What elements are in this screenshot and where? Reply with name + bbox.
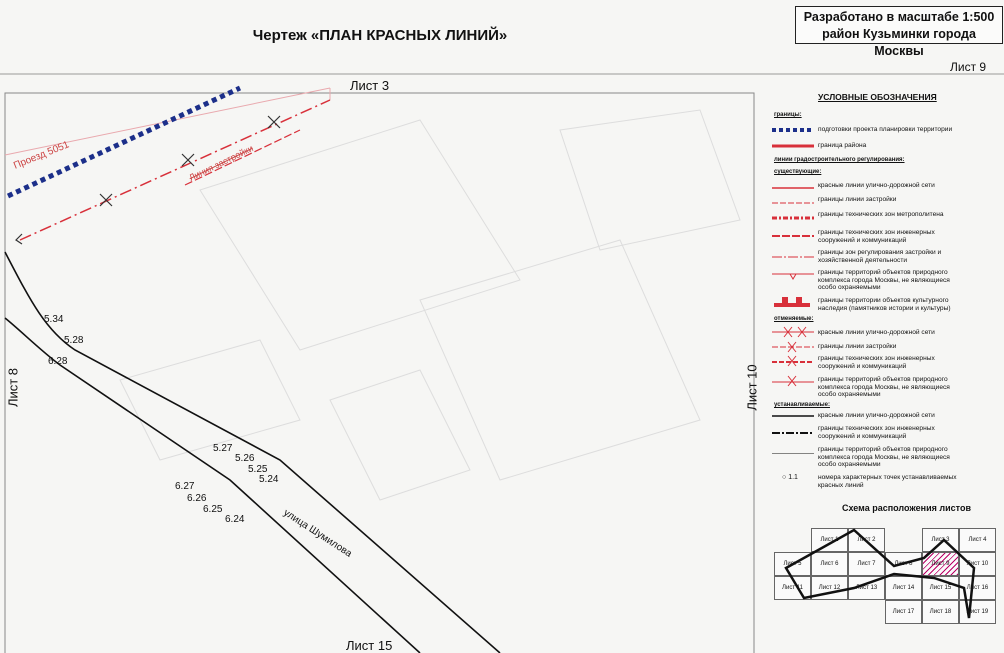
sheet-label-top: Лист 3 xyxy=(350,78,390,93)
legend-cancelled-item: границы технических зон инженерных сооружений и коммуникаций xyxy=(818,355,935,370)
legend-group-lines: линии градостроительного регулирования: xyxy=(774,157,905,163)
scheme-sheet-4: Лист 4 xyxy=(959,528,996,552)
scheme-sheet-11: Лист 11 xyxy=(774,576,811,600)
legend-group-existing: существующие: xyxy=(774,169,822,175)
scale-text: Разработано в масштабе 1:500 xyxy=(803,10,995,24)
legend-item-planning: подготовки проекта планировки территории xyxy=(818,126,953,133)
legend-item-district: граница района xyxy=(818,142,867,149)
scheme-sheet-10: Лист 10 xyxy=(959,552,996,576)
district-text: район Кузьминки города Москвы xyxy=(822,27,976,58)
point-label: 6.24 xyxy=(225,514,245,525)
cancelled-line-label: Линия застройки xyxy=(187,143,255,183)
point-label: 5.25 xyxy=(248,464,268,475)
point-label: 6.28 xyxy=(48,356,68,367)
sheet-label-bottom: Лист 15 xyxy=(346,638,393,653)
legend-cancelled-item: красные линии улично-дорожной сети xyxy=(818,329,935,336)
point-label: 5.27 xyxy=(213,443,233,454)
scheme-sheet-19: Лист 19 xyxy=(959,600,996,624)
legend xyxy=(760,86,1000,506)
legend-established-item: границы территорий объектов природного комплекса города Москвы, не являющиеся особо охраняемыми xyxy=(818,446,950,468)
scheme-sheet-2: Лист 2 xyxy=(848,528,885,552)
point-label: 6.27 xyxy=(175,481,195,492)
drawing-title: Чертеж «ПЛАН КРАСНЫХ ЛИНИЙ» xyxy=(252,26,508,44)
territory-outline xyxy=(774,528,1002,628)
legend-established-item: номера характерных точек устанавливаемых красных линий xyxy=(818,474,957,489)
legend-existing-item: границы зон регулирования застройки и хозяйственной деятельности xyxy=(818,249,942,264)
legend-group-cancelled: отменяемые: xyxy=(774,316,814,322)
scheme-sheet-9: Лист 9 xyxy=(922,552,959,576)
planning-border-line xyxy=(8,88,240,196)
legend-group-borders: границы: xyxy=(774,112,802,118)
scheme-sheet-8: Лист 8 xyxy=(885,552,922,576)
legend-point-sample: ○ 1.1 xyxy=(782,474,798,481)
street-proezd-label: Проезд 5051 xyxy=(12,139,71,172)
sheet-label-left: Лист 8 xyxy=(5,367,21,408)
legend-cancelled-item: границы территорий объектов природного комплекса города Москвы, не являющиеся особо охраняемыми xyxy=(818,376,950,398)
scheme-sheet-13: Лист 13 xyxy=(848,576,885,600)
scheme-sheet-18: Лист 18 xyxy=(922,600,959,624)
legend-existing-item: границы технических зон метрополитена xyxy=(818,211,944,218)
scheme-title: Схема расположения листов xyxy=(842,503,971,513)
scheme-sheet-16: Лист 16 xyxy=(959,576,996,600)
scheme-sheet-5: Лист 5 xyxy=(774,552,811,576)
legend-existing-item: границы линии застройки xyxy=(818,196,897,203)
legend-cancelled-item: границы линии застройки xyxy=(818,343,897,350)
scheme-sheet-14: Лист 14 xyxy=(885,576,922,600)
legend-existing-item: границы территорий объектов природного комплекса города Москвы, не являющиеся особо охраняемыми xyxy=(818,269,950,291)
scheme-sheet-3: Лист 3 xyxy=(922,528,959,552)
scheme-sheet-12: Лист 12 xyxy=(811,576,848,600)
scheme-sheet-7: Лист 7 xyxy=(848,552,885,576)
legend-existing-item: границы территории объектов культурного наследия (памятников истории и культуры) xyxy=(818,297,951,312)
sheet-scheme xyxy=(774,528,1002,650)
scheme-sheet-17: Лист 17 xyxy=(885,600,922,624)
legend-established-item: красные линии улично-дорожной сети xyxy=(818,412,935,419)
scheme-sheet-15: Лист 15 xyxy=(922,576,959,600)
scheme-sheet-6: Лист 6 xyxy=(811,552,848,576)
legend-existing-item: границы технических зон инженерных сооружений и коммуникаций xyxy=(818,229,935,244)
sheet-label-right: Лист 10 xyxy=(744,364,760,411)
point-label: 5.26 xyxy=(235,453,255,464)
point-label: 6.26 xyxy=(187,493,207,504)
point-label: 6.25 xyxy=(203,504,223,515)
point-label: 5.28 xyxy=(64,335,84,346)
sheet-number: Лист 9 xyxy=(950,60,987,74)
scheme-sheet-1: Лист 1 xyxy=(811,528,848,552)
legend-group-established: устанавливаемые: xyxy=(774,402,830,408)
legend-point-number: 1.1 xyxy=(788,474,798,481)
legend-title: УСЛОВНЫЕ ОБОЗНАЧЕНИЯ xyxy=(818,92,937,102)
legend-existing-item: красные линии улично-дорожной сети xyxy=(818,182,935,189)
legend-established-item: границы технических зон инженерных сооружений и коммуникаций xyxy=(818,425,935,440)
point-label: 5.34 xyxy=(44,314,64,325)
point-label: 5.24 xyxy=(259,474,279,485)
street-shumilova-label: улица Шумилова xyxy=(281,507,354,560)
